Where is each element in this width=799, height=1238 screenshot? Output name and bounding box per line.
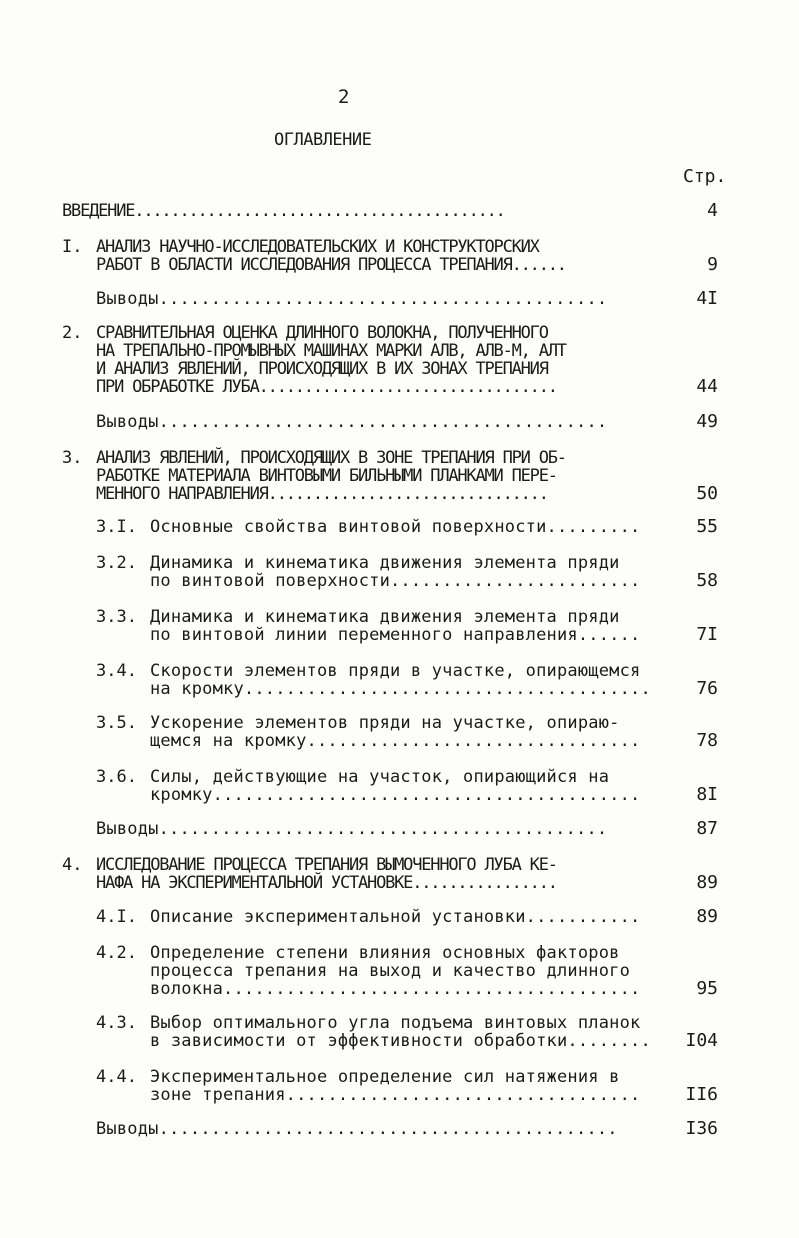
toc-entry-number: 4.3. — [96, 1013, 137, 1033]
toc-entry-number: 3.6. — [96, 767, 137, 787]
toc-entry-title — [150, 944, 640, 998]
toc-entry-number: 3.I. — [96, 517, 137, 537]
toc-entry-line: ИССЛЕДОВАНИЕ ПРОЦЕССА ТРЕПАНИЯ ВЫМОЧЕННОГО ЛУБА КЕ- — [96, 855, 557, 875]
toc-entry-title — [62, 202, 505, 220]
toc-entry-page: I36 — [685, 1118, 718, 1139]
toc-entry-title — [96, 324, 566, 396]
toc-entry-page: 44 — [696, 376, 718, 397]
toc-entry-line: Выводы........................................... — [96, 412, 608, 432]
toc-entry-line: кромку......................................... — [150, 785, 641, 805]
toc-entry-page: I04 — [685, 1030, 718, 1051]
toc-entry-line: НАФА НА ЭКСПЕРИМЕНТАЛЬНОЙ УСТАНОВКЕ................ — [96, 873, 557, 893]
toc-entry-page: 87 — [696, 818, 718, 839]
toc-entry-line: Выводы........................................... — [96, 289, 608, 309]
toc-entry-line: Ускорение элементов пряди на участке, опираю- — [150, 713, 620, 733]
toc-entry-number: 4.I. — [96, 907, 137, 927]
toc-entry-title — [150, 1068, 640, 1104]
toc-entry-line: СРАВНИТЕЛЬНАЯ ОЦЕНКА ДЛИННОГО ВОЛОКНА, ПОЛУЧЕННОГО — [96, 323, 548, 343]
toc-entry-page: 89 — [696, 906, 718, 927]
toc-entry-number: 4.4. — [96, 1067, 137, 1087]
toc-entry-page: 4I — [696, 288, 718, 309]
toc-entry-line: волокна........................................ — [150, 979, 641, 999]
toc-entry-page: 49 — [696, 411, 718, 432]
toc-entry-line: РАБОТКЕ МАТЕРИАЛА ВИНТОВЫМИ БИЛЬНЫМИ ПЛАНКАМИ ПЕРЕ- — [96, 466, 557, 486]
toc-entry-line: НА ТРЕПАЛЬНО-ПРОМЫВНЫХ МАШИНАХ МАРКИ АЛВ, АЛВ-М, АЛТ — [96, 341, 566, 361]
toc-entry-line: Силы, действующие на участок, опирающийся на — [150, 767, 610, 787]
toc-entry-page: 9 — [707, 254, 718, 275]
toc-entry-line: АНАЛИЗ ЯВЛЕНИЙ, ПРОИСХОДЯЩИХ В ЗОНЕ ТРЕПАНИЯ ПРИ ОБ- — [96, 448, 566, 468]
toc-entry-line: Скорости элементов пряди в участке, опирающемся — [150, 661, 641, 681]
toc-entry-page: 58 — [696, 570, 718, 591]
toc-entry-page: 76 — [696, 678, 718, 699]
toc-entry-number: 3.2. — [96, 553, 137, 573]
toc-entry-line: по винтовой поверхности........................ — [150, 571, 641, 591]
toc-entry-page: 7I — [696, 624, 718, 645]
toc-entry-line: РАБОТ В ОБЛАСТИ ИССЛЕДОВАНИЯ ПРОЦЕССА ТРЕПАНИЯ...... — [96, 255, 566, 275]
toc-entry-title — [150, 908, 640, 926]
toc-entry-number: 3.5. — [96, 713, 137, 733]
toc-entry-title — [96, 238, 566, 274]
toc-entry-line: процесса трепания на выход и качество длинного — [150, 961, 631, 981]
toc-entry-line: по винтовой линии переменного направления...... — [150, 625, 641, 645]
toc-entry-line: Динамика и кинематика движения элемента пряди — [150, 607, 620, 627]
toc-entry-title — [96, 290, 607, 308]
toc-entry-number: 2. — [62, 323, 83, 343]
toc-entry-page: 95 — [696, 978, 718, 999]
toc-entry-page: 4 — [707, 200, 718, 221]
toc-entry-line: Описание экспериментальной установки........... — [150, 907, 641, 927]
toc-entry-title — [150, 714, 640, 750]
page-column-header: Стр. — [683, 166, 727, 187]
toc-entry-line: Динамика и кинематика движения элемента пряди — [150, 553, 620, 573]
toc-entry-line: на кромку....................................... — [150, 679, 651, 699]
toc-entry-line: Определение степени влияния основных факторов — [150, 943, 620, 963]
toc-entry-number: 4.2. — [96, 943, 137, 963]
toc-entry-page: 78 — [696, 730, 718, 751]
toc-entry-line: Выводы........................................... — [96, 819, 608, 839]
toc-entry-page: 89 — [696, 872, 718, 893]
toc-entry-number: 4. — [62, 855, 83, 875]
toc-entry-title — [150, 554, 640, 590]
toc-entry-title — [150, 1014, 651, 1050]
toc-entry-line: в зависимости от эффективности обработки........ — [150, 1031, 651, 1051]
toc-entry-line: зоне трепания.................................. — [150, 1085, 641, 1105]
toc-entry-line: АНАЛИЗ НАУЧНО-ИССЛЕДОВАТЕЛЬСКИХ И КОНСТРУКТОРСКИХ — [96, 237, 539, 257]
toc-entry-page: 50 — [696, 483, 718, 504]
toc-entry-title — [96, 413, 607, 431]
toc-entry-line: И АНАЛИЗ ЯВЛЕНИЙ, ПРОИСХОДЯЩИХ В ИХ ЗОНАХ ТРЕПАНИЯ — [96, 359, 548, 379]
toc-entry-title — [150, 518, 640, 536]
toc-entry-line: ПРИ ОБРАБОТКЕ ЛУБА................................. — [96, 377, 557, 397]
toc-entry-title — [96, 449, 566, 503]
toc-title: ОГЛАВЛЕНИЕ — [274, 130, 372, 150]
toc-entry-title — [150, 662, 651, 698]
toc-entry-line: щемся на кромку................................ — [150, 731, 641, 751]
toc-entry-title — [150, 608, 640, 644]
toc-entry-number: 3.3. — [96, 607, 137, 627]
toc-entry-title — [96, 820, 607, 838]
toc-entry-page: II6 — [685, 1084, 718, 1105]
toc-entry-page: 55 — [696, 516, 718, 537]
toc-entry-line: Выводы............................................ — [96, 1119, 618, 1139]
toc-entry-line: МЕННОГО НАПРАВЛЕНИЯ............................... — [96, 484, 548, 504]
toc-entry-page: 8I — [696, 784, 718, 805]
toc-entry-number: 3.4. — [96, 661, 137, 681]
toc-entry-line: ВВЕДЕНИЕ......................................... — [62, 201, 505, 221]
page-number: 2 — [338, 86, 350, 108]
toc-entry-line: Основные свойства винтовой поверхности......... — [150, 517, 641, 537]
toc-entry-title — [150, 768, 640, 804]
toc-entry-number: I. — [62, 237, 83, 257]
toc-entry-line: Экспериментальное определение сил натяжения в — [150, 1067, 620, 1087]
toc-entry-title — [96, 856, 557, 892]
toc-entry-title — [96, 1120, 618, 1138]
toc-entry-number: 3. — [62, 448, 83, 468]
toc-entry-line: Выбор оптимального угла подъема винтовых планок — [150, 1013, 641, 1033]
